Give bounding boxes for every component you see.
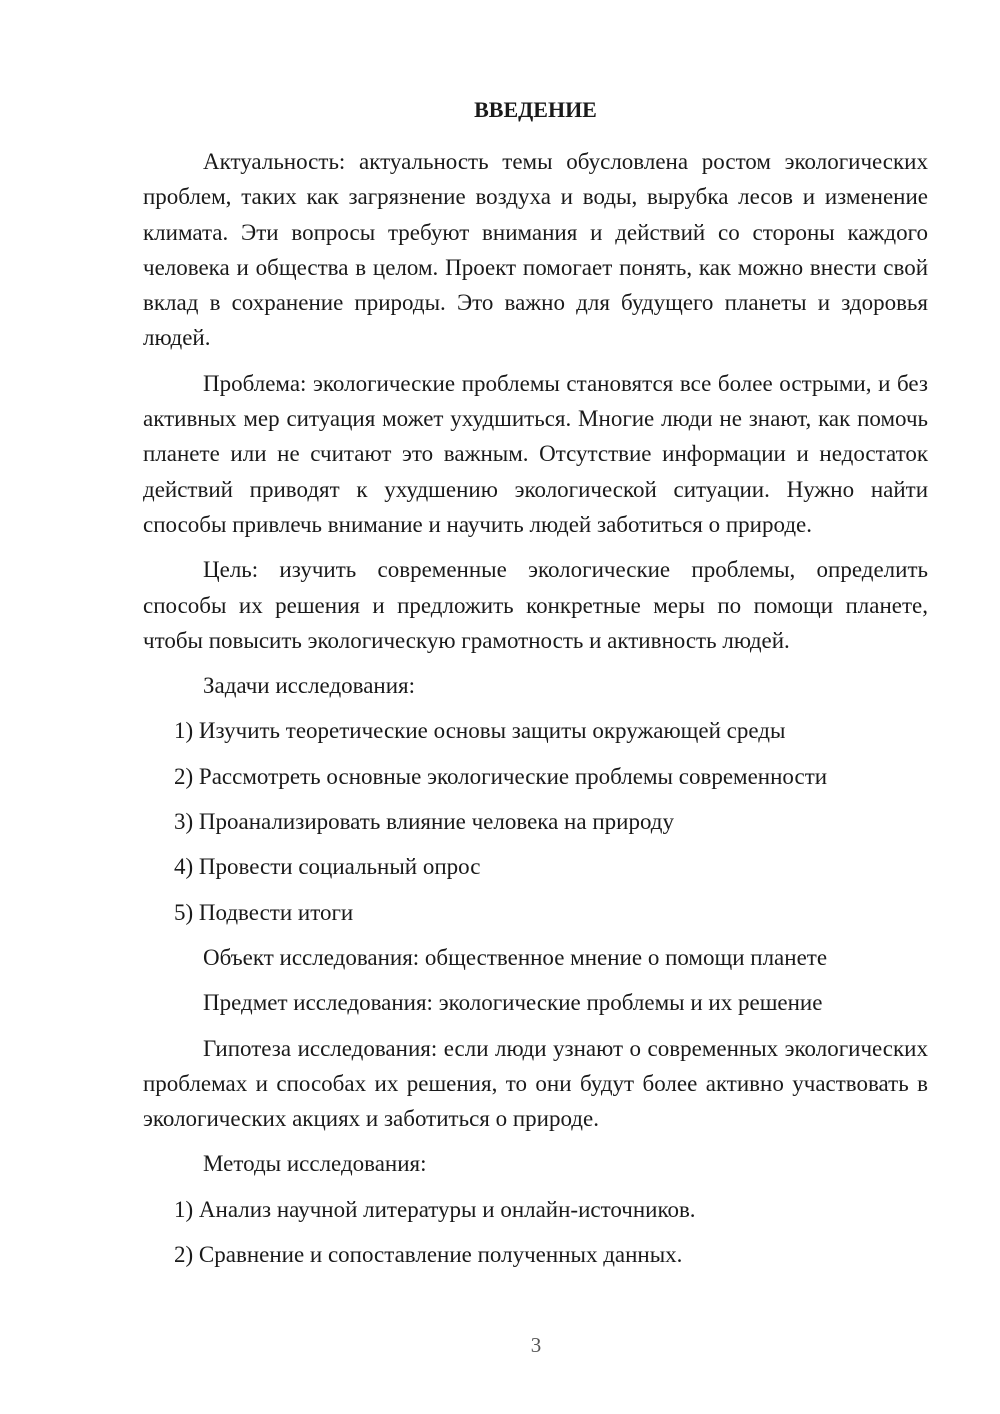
hypothesis-paragraph: Гипотеза исследования: если люди узнают о современных экологических проблемах и способах их решения, то они будут более активно участвовать в экологических акциях и заботиться о природе. xyxy=(143,1035,928,1132)
list-item: 1) Анализ научной литературы и онлайн-источников. xyxy=(174,1196,696,1222)
tasks-list xyxy=(143,713,928,929)
tasks-heading: Задачи исследования: xyxy=(203,673,416,699)
list-item: 2) Рассмотреть основные экологические проблемы современности xyxy=(174,763,828,789)
list-item: 1) Изучить теоретические основы защиты окружающей среды xyxy=(174,718,786,744)
goal-paragraph: Цель: изучить современные экологические проблемы, определить способы их решения и предложить конкретные меры по помощи планете, чтобы повысить экологическую грамотность и активность людей. xyxy=(143,557,928,653)
relevance-paragraph: Актуальность: актуальность темы обусловлена ростом экологических проблем, таких как загрязнение воздуха и воды, вырубка лесов и изменение климата. Эти вопросы требуют внимания и действий со стороны каждого человека и общества в целом. Проект помогает понять, как можно внести свой вклад в сохранение природы. Это важно для будущего планеты и здоровья людей. xyxy=(143,149,928,351)
methods-list xyxy=(143,1192,928,1273)
list-item: 5) Подвести итоги xyxy=(174,899,354,925)
page-number: 3 xyxy=(530,1333,542,1357)
list-item: 2) Сравнение и сопоставление полученных данных. xyxy=(174,1242,683,1268)
page-content xyxy=(143,92,928,1282)
section-title: ВВЕДЕНИЕ xyxy=(474,97,597,122)
research-object: Объект исследования: общественное мнение о помощи планете xyxy=(203,944,828,970)
methods-heading: Методы исследования: xyxy=(203,1151,427,1177)
list-item: 3) Проанализировать влияние человека на природу xyxy=(174,809,674,835)
research-subject: Предмет исследования: экологические проблемы и их решение xyxy=(203,990,823,1016)
problem-paragraph: Проблема: экологические проблемы становятся все более острыми, и без активных мер ситуация может ухудшиться. Многие люди не знают, как помочь планете или не считают это важным. Отсутствие информации и недостаток действий приводят к ухудшению экологической ситуации. Нужно найти способы привлечь внимание и научить людей заботиться о природе. xyxy=(143,370,928,537)
list-item: 4) Провести социальный опрос xyxy=(174,854,481,880)
